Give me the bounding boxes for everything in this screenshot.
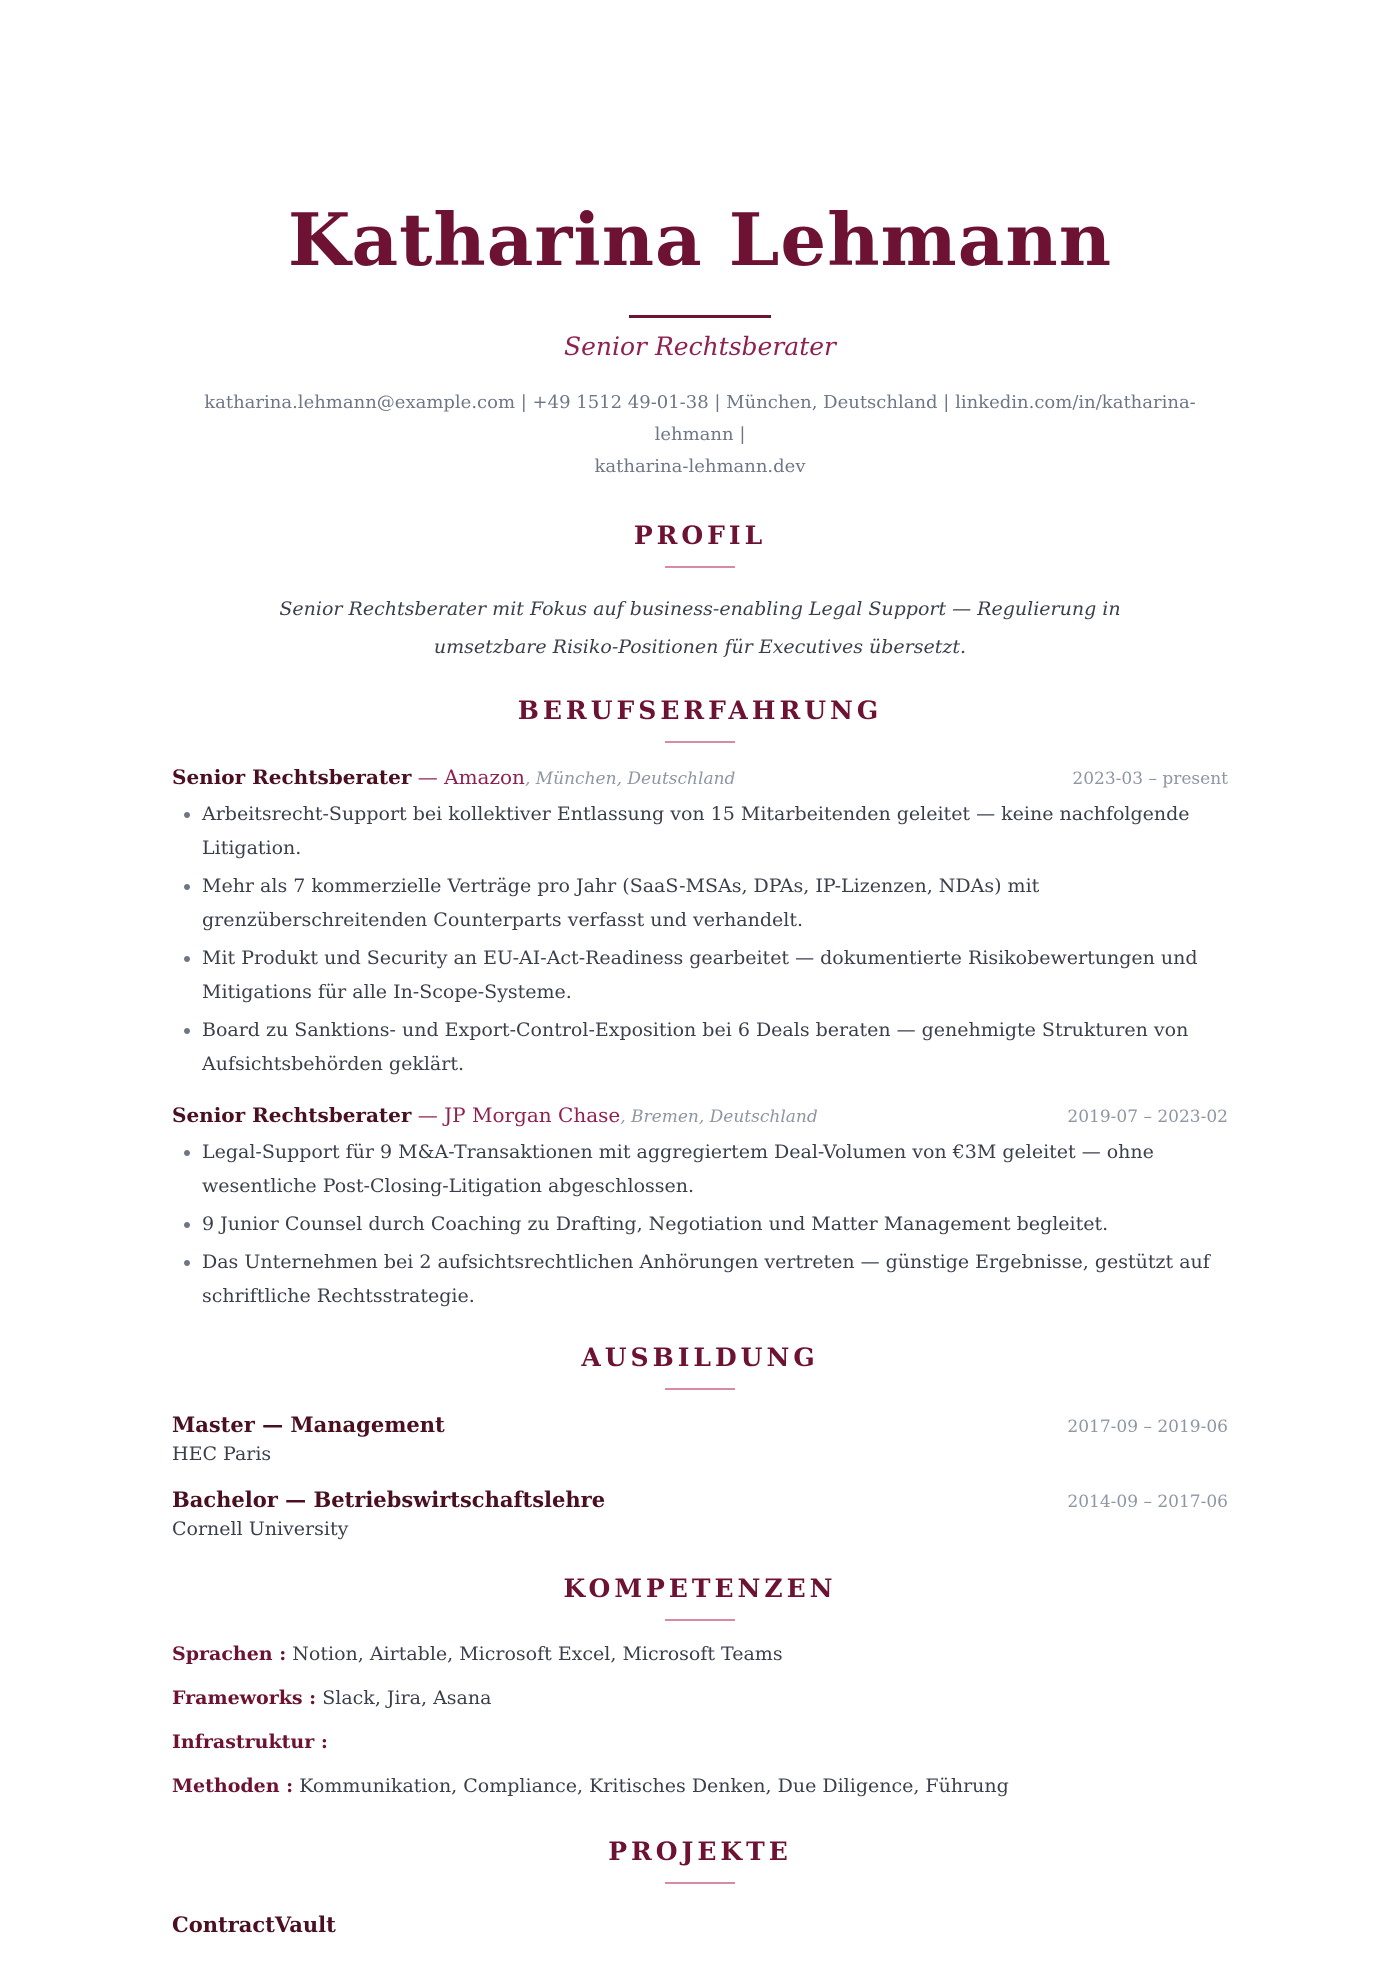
education-school: HEC Paris [172, 1443, 272, 1466]
list-item: • Board zu Sanktions- und Export-Control-Exposition bei 6 Deals beraten — genehmigte Strukturen von Aufsichtsbehörden geklärt. [202, 1013, 1228, 1081]
section-divider [665, 1619, 735, 1621]
job-role: Senior Rechtsberater [172, 1103, 412, 1128]
education-school: Cornell University [172, 1518, 349, 1541]
education-degree: Bachelor — Betriebswirtschaftslehre [172, 1487, 606, 1513]
list-item: • Mit Produkt und Security an EU-AI-Act-Readiness gearbeitet — dokumentierte Risikobewertungen und Mitigations für alle In-Scope-Systeme. [202, 941, 1228, 1009]
skill-value: Kommunikation, Compliance, Kritisches Denken, Due Diligence, Führung [293, 1775, 1009, 1798]
job-role: Senior Rechtsberater [172, 765, 412, 790]
education-dates: 2017-09 – 2019-06 [1067, 1417, 1228, 1438]
skill-row [172, 1731, 1228, 1753]
job-dates: 2023-03 – present [1072, 769, 1228, 790]
job-title-line [172, 1103, 818, 1127]
job-bullets [172, 1135, 1228, 1313]
education-degree: Master — Management [172, 1412, 445, 1438]
project-name: ContractVault [172, 1912, 336, 1938]
job-title-line [172, 765, 735, 789]
skill-row [172, 1643, 1228, 1665]
skill-label: Sprachen : [172, 1643, 287, 1666]
projects-section [172, 1837, 1228, 1937]
profile-section [172, 521, 1228, 666]
contact-line-1: katharina.lehmann@example.com | +49 1512 49-01-38 | München, Deutschland | linkedin.com/in/katharina-lehmann | [204, 392, 1196, 446]
candidate-title: Senior Rechtsberater [563, 332, 836, 362]
education-entry [172, 1487, 1228, 1540]
education-section [172, 1343, 1228, 1540]
job-header [172, 765, 1228, 789]
candidate-name: Katharina Lehmann [287, 197, 1113, 282]
education-dates: 2014-09 – 2017-06 [1067, 1492, 1228, 1513]
education-entry [172, 1412, 1228, 1465]
job-entry [172, 1103, 1228, 1313]
skill-value: Slack, Jira, Asana [316, 1687, 492, 1710]
section-title-skills: KOMPETENZEN [563, 1574, 837, 1604]
job-header [172, 1103, 1228, 1127]
section-divider [665, 566, 735, 568]
section-divider [665, 741, 735, 743]
resume-header [172, 0, 1228, 483]
job-location: , Bremen, Deutschland [620, 1107, 818, 1128]
job-company: — JP Morgan Chase [417, 1103, 621, 1128]
job-bullets [172, 797, 1228, 1081]
education-header [172, 1487, 1228, 1512]
skill-label: Methoden : [172, 1775, 294, 1798]
skills-section [172, 1574, 1228, 1797]
section-divider [665, 1882, 735, 1884]
profile-text: Senior Rechtsberater mit Fokus auf business-enabling Legal Support — Regulierung in umsetzbare Risiko-Positionen für Executives übersetzt. [279, 598, 1121, 659]
skill-row [172, 1687, 1228, 1709]
section-divider [665, 1388, 735, 1390]
list-item: • Arbeitsrecht-Support bei kollektiver Entlassung von 15 Mitarbeitenden geleitet — keine nachfolgende Litigation. [202, 797, 1228, 865]
section-title-education: AUSBILDUNG [581, 1343, 819, 1373]
list-item: • Das Unternehmen bei 2 aufsichtsrechtlichen Anhörungen vertreten — günstige Ergebnisse, gestützt auf schriftliche Rechtsstrategie. [202, 1245, 1228, 1313]
skill-row [172, 1775, 1228, 1797]
job-company: — Amazon [417, 765, 525, 790]
education-header [172, 1412, 1228, 1437]
experience-section [172, 696, 1228, 1313]
contact-info [195, 387, 1205, 483]
list-item: • 9 Junior Counsel durch Coaching zu Drafting, Negotiation und Matter Management begleitet. [202, 1207, 1228, 1241]
job-dates: 2019-07 – 2023-02 [1067, 1107, 1228, 1128]
job-location: , München, Deutschland [524, 769, 736, 790]
section-title-projects: PROJEKTE [608, 1837, 792, 1867]
skill-label: Infrastruktur : [172, 1731, 328, 1754]
contact-line-2: katharina-lehmann.dev [594, 456, 806, 478]
section-title-experience: BERUFSERFAHRUNG [517, 696, 883, 726]
skill-label: Frameworks : [172, 1687, 317, 1710]
section-title-profile: PROFIL [633, 521, 767, 551]
list-item: • Legal-Support für 9 M&A-Transaktionen mit aggregiertem Deal-Volumen von €3M geleitet — ohne wesentliche Post-Closing-Litigation abgeschlossen. [202, 1135, 1228, 1203]
job-entry [172, 765, 1228, 1081]
skill-value: Notion, Airtable, Microsoft Excel, Microsoft Teams [286, 1643, 783, 1666]
name-divider [629, 315, 771, 318]
list-item: • Mehr als 7 kommerzielle Verträge pro Jahr (SaaS-MSAs, DPAs, IP-Lizenzen, NDAs) mit grenzüberschreitenden Counterparts verfasst und verhandelt. [202, 869, 1228, 937]
